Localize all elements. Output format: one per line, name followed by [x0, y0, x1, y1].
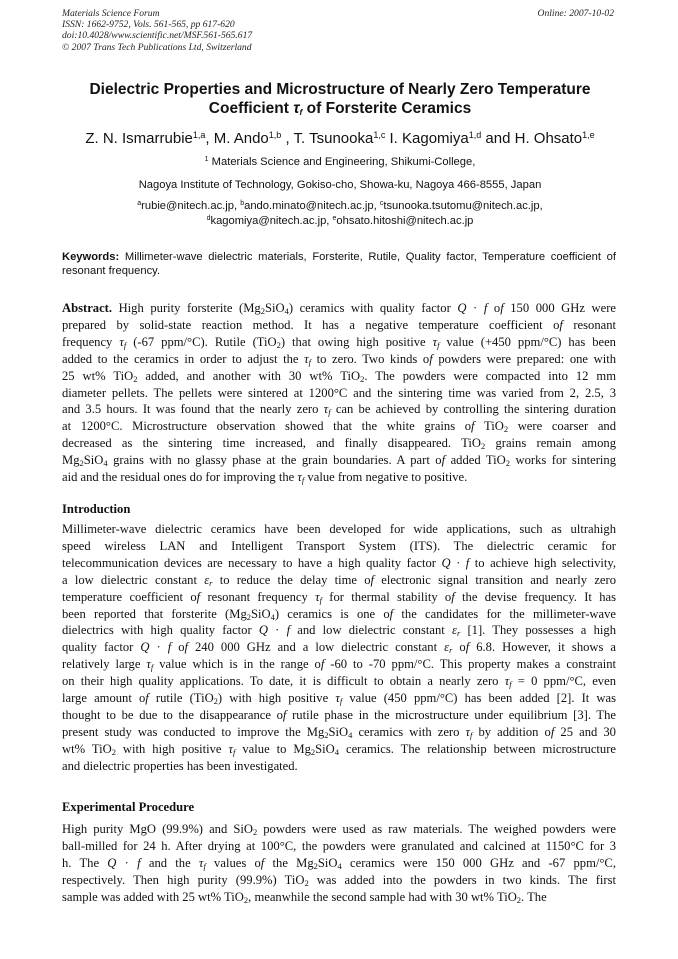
introduction-line: thought to be due to the disappearance of rutile phase in the microstructure under equilibrium [3]. The — [62, 707, 617, 722]
author-name: I. Kagomiya — [389, 130, 469, 147]
introduction-line: large amount of rutile (TiO$_2$) with high positive $\tau_f$ value (450 ppm/°C) has been added [2]. It was — [62, 691, 617, 707]
introduction-body — [62, 521, 616, 775]
author-separator: , — [281, 130, 294, 147]
keywords — [62, 251, 616, 279]
introduction-line: temperature coefficient of resonant frequency $\tau_f$ for thermal stability of the devise frequency. It has — [62, 589, 616, 605]
experimental-line: sample was added with 25 wt% TiO$_2$, meanwhile the second sample had with 30 wt% TiO$_2$. The — [62, 889, 547, 905]
introduction-heading: Introduction — [62, 502, 131, 516]
email-address: tsunooka.tsutomu@nitech.ac.jp, — [383, 200, 543, 212]
experimental-line: h. The Q · f and the $\tau_f$ values of the $Mg_2SiO_4$ ceramics were 150 000 GHz and -67 ppm/°C, — [62, 855, 616, 871]
experimental-heading: Experimental Procedure — [62, 800, 195, 814]
title-line-1: Dielectric Properties and Microstructure of Nearly Zero Temperature — [89, 81, 591, 98]
abstract-line: $Mg_2SiO_4$ grains with no glassy phase at the grain boundaries. A part of added TiO$_2$ works for sintering — [62, 453, 616, 469]
copyright-line: © 2007 Trans Tech Publications Ltd, Switzerland — [62, 41, 252, 53]
affiliation-line-1: $^1$ Materials Science and Engineering, Shikumi-College, — [204, 156, 476, 168]
introduction-line: speed wireless LAN and Intelligent Transport System (ITS). The dielectric ceramic for — [62, 538, 616, 553]
experimental-body — [62, 821, 616, 906]
introduction-line: been reported that forsterite $(Mg_2SiO_4)$ ceramics is one of the candidates for the millimeter-wave — [62, 606, 616, 622]
email-address: kagomiya@nitech.ac.jp, — [210, 215, 333, 227]
abstract-line: 25 wt% TiO$_2$ added, and another with 30 wt% TiO$_2$. The powders were compacted into 12 mm — [62, 368, 617, 384]
introduction-line: relatively large $\tau_f$ value which is in the range of -60 to -70 ppm/°C. This property makes a constraint — [62, 657, 617, 673]
author-list — [60, 130, 620, 147]
title-line-2: Coefficient $\tau_f$ of Forsterite Ceramics — [208, 100, 472, 117]
issn-line: ISSN: 1662-9752, Vols. 561-565, pp 617-620 — [62, 19, 235, 31]
author-name: M. Ando — [213, 130, 269, 147]
experimental-line: ball-milled for 24 h. After drying at 100°C, the powders were granulated and calcined at 1150°C for 3 — [62, 838, 616, 853]
affiliation-line-2: Nagoya Institute of Technology, Gokiso-cho, Showa-ku, Nagoya 466-8555, Japan — [138, 179, 542, 191]
experimental-line: respectively. Then high purity (99.9%) TiO$_2$ was added into the powders in two kinds. The first — [62, 872, 616, 888]
experimental-line: High purity MgO (99.9%) and SiO$_2$ powders were used as raw materials. The weighed powders were — [62, 822, 616, 837]
email-mark: e — [332, 215, 337, 222]
abstract-line: prepared by solid-state reaction method. It has a negative temperature coefficient of resonant — [62, 317, 617, 332]
keywords-text: Millimeter-wave dielectric materials, Forsterite, Rutile, Quality factor, Temperature coefficient of resonant frequency. — [62, 251, 616, 277]
keywords-label: Keywords: — [62, 251, 120, 263]
email-address: rubie@nitech.ac.jp, — [141, 200, 241, 212]
online-date: Online: 2007-10-02 — [537, 8, 614, 19]
introduction-line: quality factor Q · f of 240 000 GHz and a low dielectric constant $\varepsilon_r$ of 6.8. However, it shows a — [62, 640, 617, 656]
journal-header — [62, 8, 252, 53]
abstract-line: frequency $\tau_f$ (-67 ppm/°C). Rutile (TiO$_2$) that owing high positive $\tau_f$ value (+450 ppm/°C) has been — [62, 334, 616, 350]
introduction-line: present study was conducted to improve the $Mg_2SiO_4$ ceramics with zero $\tau_f$ by addition of 25 and 30 — [62, 724, 616, 740]
author-name: H. Ohsato — [514, 130, 583, 147]
abstract — [62, 300, 616, 486]
author-affiliation-mark: 1,e — [582, 130, 595, 140]
author-name: T. Tsunooka — [293, 130, 374, 147]
author-affiliation-mark: 1,c — [373, 130, 386, 140]
section-label: Abstract. — [62, 301, 113, 315]
email-line-1 — [60, 200, 620, 212]
author-separator: and — [481, 130, 515, 147]
introduction-line: on their high quality applications. To date, it is difficult to obtain a nearly zero $\tau_f = 0$ ppm/°C, even — [62, 674, 616, 690]
email-address: ohsato.hitoshi@nitech.ac.jp — [336, 215, 474, 227]
introduction-line: telecommunication devices are necessary to have a high quality factor Q · f to achieve high selectivity, — [62, 555, 616, 570]
author-affiliation-mark: 1,b — [268, 130, 282, 140]
introduction-line: wt% TiO$_2$ with high positive $\tau_f$ value to $Mg_2SiO_4$ ceramics. The relationship between microstructure — [62, 741, 616, 757]
doi-line: doi:10.4028/www.scientific.net/MSF.561-565.617 — [62, 30, 253, 42]
author-affiliation-mark: 1,a — [192, 130, 206, 140]
abstract-line: and 3.5 hours. It was found that the nearly zero $\tau_f$ can be achieved by controlling the sintering duration — [62, 402, 616, 418]
author-affiliation-mark: 1,d — [468, 130, 482, 140]
email-address: ando.minato@nitech.ac.jp, — [244, 200, 380, 212]
author-name: Z. N. Ismarrubie — [85, 130, 193, 147]
journal-name: Materials Science Forum — [62, 8, 160, 19]
abstract-line: at 1200°C. Microstructure observation showed that the white grains of TiO$_2$ were coarser and — [62, 419, 616, 435]
introduction-line: Millimeter-wave dielectric ceramics have been developed for wide applications, such as ultrahigh — [62, 522, 616, 536]
author-separator: , — [205, 130, 214, 147]
paper-title — [60, 80, 620, 118]
introduction-line: a low dielectric constant $\varepsilon_r$ to reduce the delay time of electronic signal transition and nearly zero — [62, 572, 616, 588]
abstract-line: added to the ceramics in order to adjust the $\tau_f$ to zero. Two kinds of powders were prepared: one with — [62, 351, 617, 367]
introduction-line: and dielectric properties has been investigated. — [62, 758, 298, 773]
email-mark: a — [137, 200, 142, 207]
introduction-line: dielectrics with high quality factor Q · f and low dielectric constant $\varepsilon_r$ [1]. They possesses a high — [62, 623, 616, 639]
abstract-line: aid and the residual ones do for improving the $\tau_f$ value from negative to positive. — [62, 470, 468, 486]
abstract-line: diameter pellets. The pellets were sintered at 1200°C and the sintering time was varied from 2, 2.5, 3 — [62, 385, 616, 400]
email-mark: b — [240, 200, 245, 207]
abstract-line: decreased as the sintering time increased, and finally disappeared. TiO$_2$ grains remain among — [62, 436, 616, 452]
email-mark: d — [206, 215, 211, 222]
email-line-2 — [60, 215, 620, 227]
email-mark: c — [379, 200, 384, 207]
abstract-line: Abstract. High purity forsterite $(Mg_2SiO_4)$ ceramics with quality factor Q · f of 150 000 GHz were — [62, 301, 616, 316]
